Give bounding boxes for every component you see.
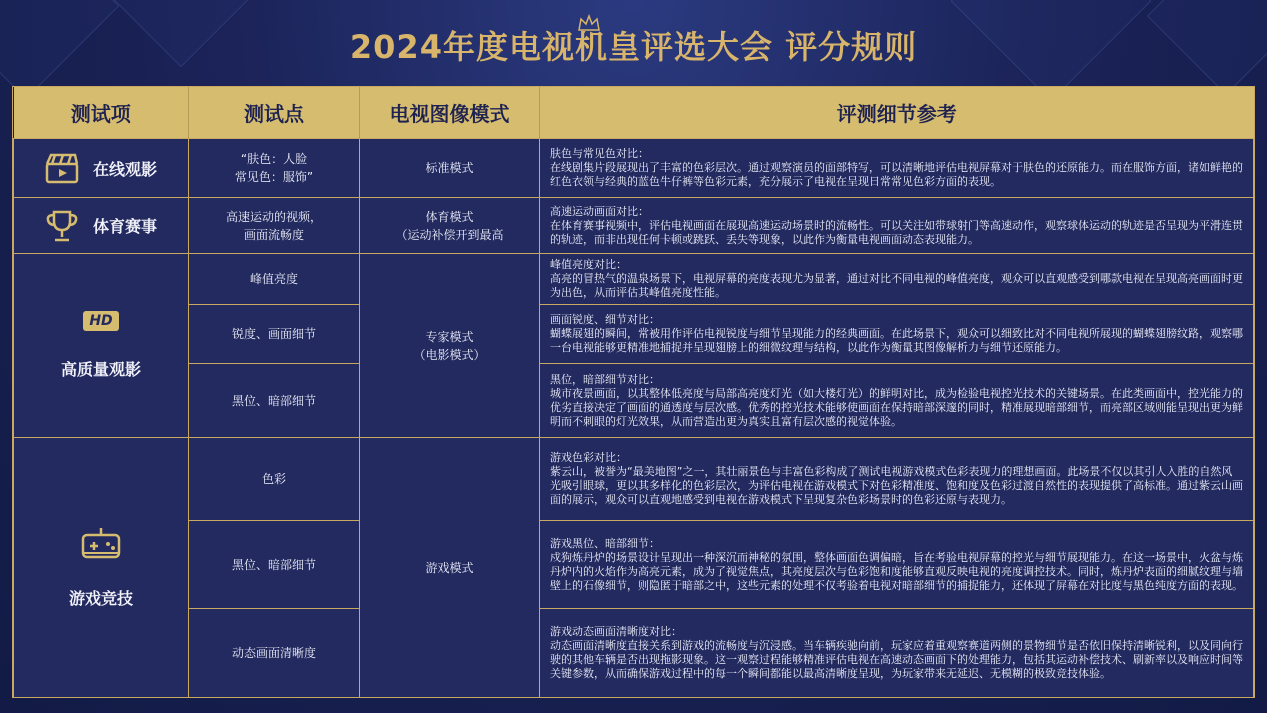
category-label: 高质量观影 xyxy=(60,360,141,379)
hd-badge-text: HD xyxy=(83,311,118,331)
category-label: 体育赛事 xyxy=(92,217,157,236)
mode-expert: 专家模式 （电影模式） xyxy=(360,254,540,438)
detail-title: 游戏色彩对比： xyxy=(550,451,627,464)
detail-body: 城市夜景画面，以其整体低亮度与局部高亮度灯光（如大楼灯光）的鲜明对比，成为检验电视控光技术的关键场景。在此类画面中，控光能力的优劣直接决定了画面的通透度与层次感。优秀的控光技术能够使画面在保持暗部深邃的同时，精准展现暗部细节，而亮部区域则能呈现出更为鲜明而不刺眼的灯光效果，从而营造出更为真实且富有层次感的视觉体验。 xyxy=(550,386,1243,428)
rules-table xyxy=(12,86,1255,698)
mode-sports: 体育模式 （运动补偿开到最高 xyxy=(360,198,540,254)
table-row xyxy=(14,609,1254,698)
header-test-item: 测试项 xyxy=(14,87,189,139)
detail-sharpness xyxy=(540,305,1254,364)
mode-game: 游戏模式 xyxy=(360,438,540,698)
detail-body: 在体育赛事视频中，评估电视画面在展现高速运动场景时的流畅性。可以关注如带球射门等高速动作，观察球体运动的轨迹是否呈现为平滑连贯的轨迹，而非出现任何卡顿或跳跃、丢失等现象，以此作为衡量电视画面动态表现能力。 xyxy=(550,218,1243,246)
category-hq xyxy=(14,254,189,438)
test-point-motion: 动态画面清晰度 xyxy=(189,609,360,698)
category-label: 在线观影 xyxy=(92,159,157,179)
table-row xyxy=(14,254,1254,305)
detail-body: 高亮的冒热气的温泉场景下，电视屏幕的亮度表现尤为显著，通过对比不同电视的峰值亮度，观众可以直观感受到哪款电视在呈现高亮画面时更为出色，从而评估其峰值亮度性能。 xyxy=(550,272,1243,299)
detail-title: 肤色与常见色对比： xyxy=(550,147,649,160)
table-row xyxy=(14,364,1254,438)
detail-body: 蝴蝶展翅的瞬间，常被用作评估电视锐度与细节呈现能力的经典画面。在此场景下，观众可以细致比对不同电视所展现的蝴蝶翅膀纹路，观察哪一台电视能够更精准地捕捉并呈现翅膀上的细微纹理与结构，以此作为衡量其图像解析力与细节还原能力。 xyxy=(550,327,1243,354)
category-online xyxy=(14,139,189,198)
detail-body: 紫云山，被誉为“最美地图”之一，其壮丽景色与丰富色彩构成了测试电视游戏模式色彩表现力的理想画面。此场景不仅以其引人入胜的自然风光吸引眼球，更以其多样化的色彩层次，为评估电视在游戏模式下对色彩精准度、饱和度及色彩过渡自然性的表现提供了高标准。通过紫云山画面的展示，观众可以直观地感受到电视在游戏模式下呈现复杂色彩场景时的色彩还原与表现力。 xyxy=(550,465,1243,506)
category-label: 游戏竞技 xyxy=(68,589,133,608)
detail-body: 戍狗炼丹炉的场景设计呈现出一种深沉而神秘的氛围，整体画面色调偏暗，旨在考验电视屏幕的控光与细节展现能力。在这一场景中，火盆与炼丹炉内的火焰作为高亮元素，成为了视觉焦点，其亮度层次与色彩饱和度能够直观反映电视的亮度调控技术。同时，炼丹炉表面的细腻纹理与墙壁上的石像细节，则隐匿于暗部之中，这些元素的处理不仅考验着电视对暗部细节的捕捉能力，还体现了屏幕在对比度与黑色纯度方面的表现。 xyxy=(550,550,1243,592)
mode-standard: 标准模式 xyxy=(360,139,540,198)
category-sports xyxy=(14,198,189,254)
test-point-fast-motion: 高速运动的视频， 画面流畅度 xyxy=(189,198,360,254)
table-header-row xyxy=(14,87,1254,139)
detail-body: 动态画面清晰度直接关系到游戏的流畅度与沉浸感。当车辆疾驰向前，玩家应着重观察赛道两侧的景物细节是否依旧保持清晰锐利，以及同向行驶的其他车辆是否出现拖影现象。这一观察过程能够精准评估电视在高速动态画面下的处理能力，包括其运动补偿技术、刷新率以及响应时间等关键参数，从而确保游戏过程中的每一个瞬间都能以最高清晰度呈现，为玩家带来无延迟、无模糊的极致竞技体验。 xyxy=(550,639,1243,680)
table-row xyxy=(14,521,1254,609)
hd-badge-icon xyxy=(83,311,118,331)
detail-fast-motion xyxy=(540,198,1254,254)
table-row xyxy=(14,198,1254,254)
table-row xyxy=(14,139,1254,198)
detail-title: 游戏动态画面清晰度对比： xyxy=(550,625,682,638)
header-picture-mode: 电视图像模式 xyxy=(360,87,540,139)
test-point-sharpness: 锐度、画面细节 xyxy=(189,305,360,364)
detail-skin xyxy=(540,139,1254,198)
page-title: 2024年度电视机皇评选大会 评分规则 xyxy=(349,28,918,66)
detail-black-game xyxy=(540,521,1254,609)
detail-title: 高速运动画面对比： xyxy=(550,204,649,218)
detail-black-hq xyxy=(540,364,1254,438)
detail-title: 游戏黑位、暗部细节： xyxy=(550,536,660,550)
clapperboard-icon xyxy=(45,152,79,184)
trophy-icon xyxy=(45,209,79,243)
test-point-black-game: 黑位、暗部细节 xyxy=(189,521,360,609)
table-row xyxy=(14,438,1254,521)
detail-peak xyxy=(540,254,1254,305)
gamepad-icon xyxy=(80,526,122,560)
test-point-peak: 峰值亮度 xyxy=(189,254,360,305)
detail-body: 在线剧集片段展现出了丰富的色彩层次。通过观察演员的面部特写，可以清晰地评估电视屏幕对于肤色的还原能力。而在服饰方面，诸如鲜艳的红色衣领与经典的蓝色牛仔裤等色彩元素，充分展示了电视在呈现日常常见色彩方面的表现。 xyxy=(550,161,1243,188)
header-details: 评测细节参考 xyxy=(540,87,1254,139)
detail-title: 峰值亮度对比： xyxy=(550,258,627,271)
category-gaming xyxy=(14,438,189,698)
test-point-color: 色彩 xyxy=(189,438,360,521)
detail-color xyxy=(540,438,1254,521)
detail-title: 黑位，暗部细节对比： xyxy=(550,372,660,386)
test-point-black-hq: 黑位、暗部细节 xyxy=(189,364,360,438)
detail-title: 画面锐度、细节对比： xyxy=(550,313,660,326)
table-row xyxy=(14,305,1254,364)
header-test-point: 测试点 xyxy=(189,87,360,139)
detail-motion xyxy=(540,609,1254,698)
test-point-skin: “肤色：人脸 常见色：服饰” xyxy=(189,139,360,198)
